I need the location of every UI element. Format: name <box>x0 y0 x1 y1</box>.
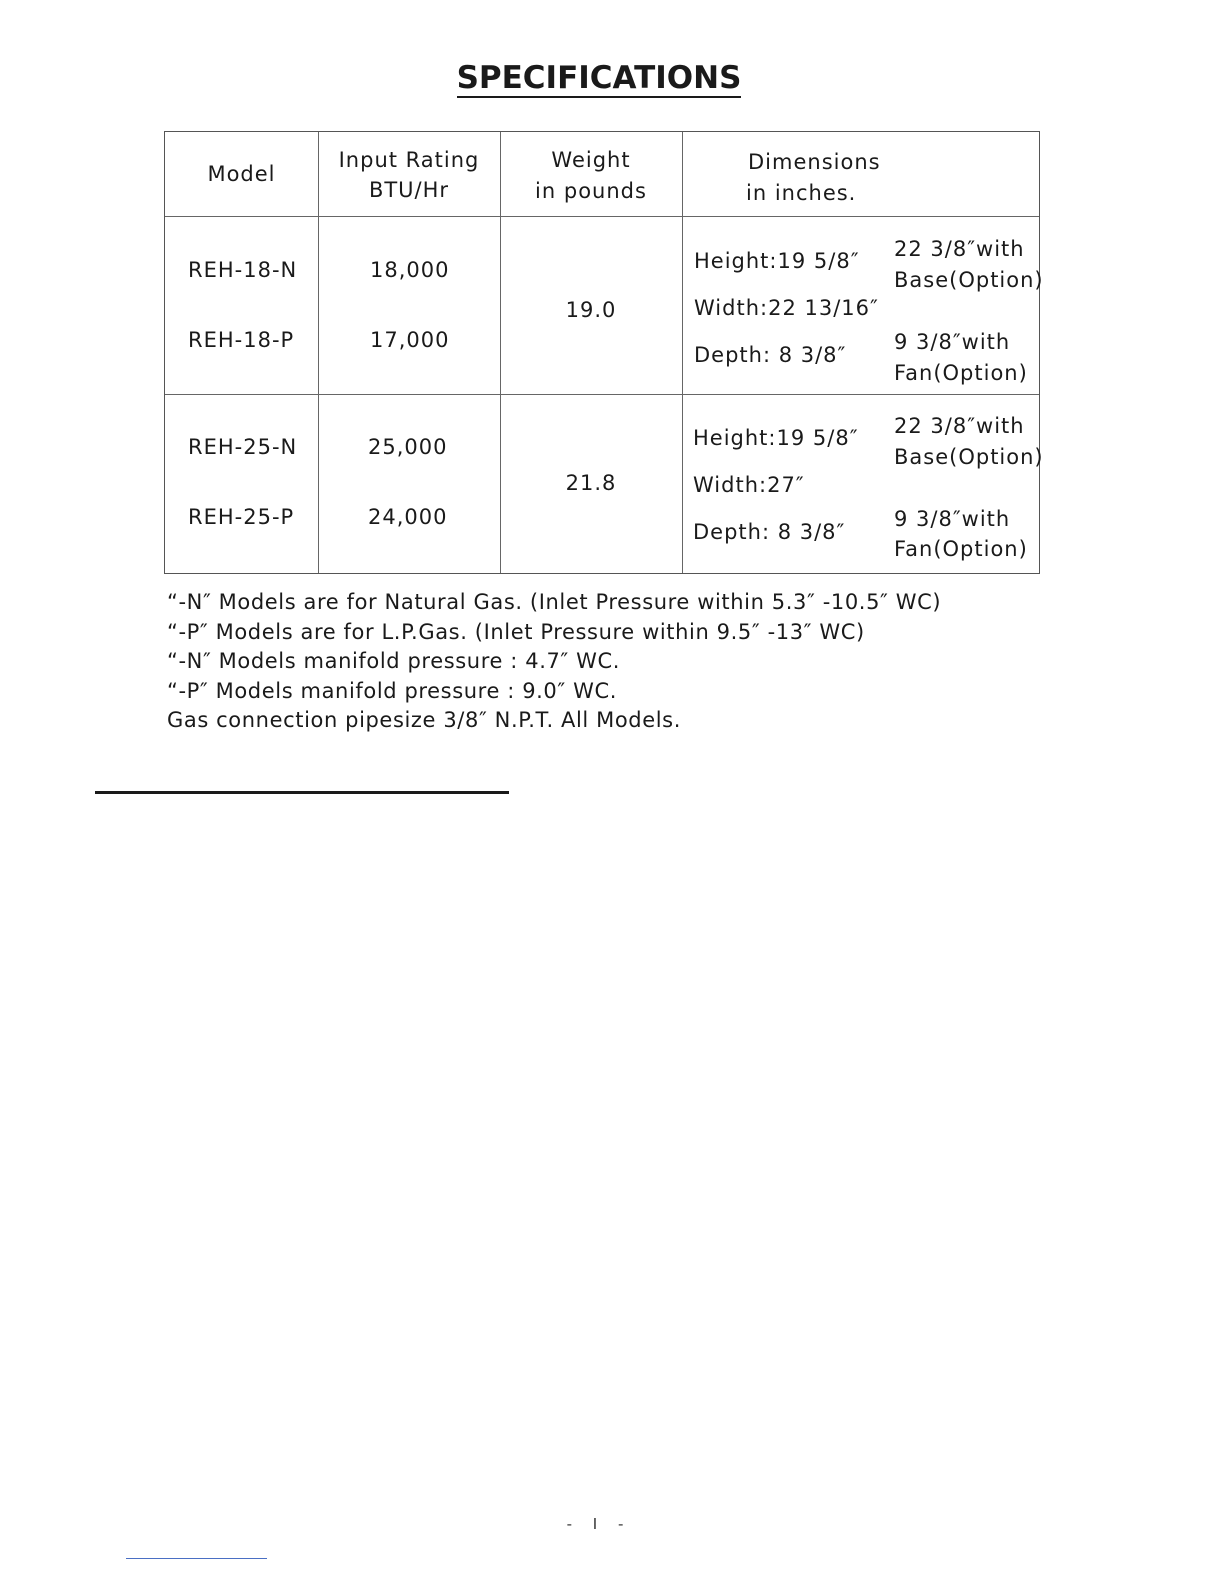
input-rating-cell: 24,000 <box>368 505 448 529</box>
height-cell: Height:19 5/8″ <box>694 249 860 273</box>
specification-notes <box>167 588 941 736</box>
model-cell: REH-25-P <box>188 505 295 529</box>
header-input-rating: Input Rating <box>338 148 480 172</box>
input-rating-cell: 17,000 <box>370 328 450 352</box>
page-title <box>0 60 1198 96</box>
fan-option-cell: 9 3/8″with <box>894 507 1011 531</box>
footer-divider <box>126 1558 267 1559</box>
header-input-rating-unit: BTU/Hr <box>368 178 450 202</box>
height-cell: Height:19 5/8″ <box>693 426 859 450</box>
model-cell: REH-18-N <box>188 258 298 282</box>
table-divider <box>165 216 1039 217</box>
depth-cell: Depth: 8 3/8″ <box>694 343 847 367</box>
base-option-label: Base(Option) <box>894 445 1044 469</box>
weight-cell: 19.0 <box>565 298 617 322</box>
width-cell: Width:27″ <box>693 473 805 497</box>
width-cell: Width:22 13/16″ <box>694 296 879 320</box>
table-divider <box>682 132 683 573</box>
base-option-label: Base(Option) <box>894 268 1044 292</box>
input-rating-cell: 18,000 <box>370 258 450 282</box>
section-divider <box>95 791 509 794</box>
note-line: “-N″ Models manifold pressure : 4.7″ WC. <box>167 649 621 673</box>
header-weight: Weight <box>551 148 631 172</box>
note-line: “-N″ Models are for Natural Gas. (Inlet Pressure within 5.3″ -10.5″ WC) <box>167 590 942 614</box>
base-option-cell: 22 3/8″with <box>894 237 1025 261</box>
note-line: “-P″ Models manifold pressure : 9.0″ WC. <box>167 678 618 703</box>
page-number: - I - <box>566 1515 632 1533</box>
header-model: Model <box>207 162 276 186</box>
base-option-cell: 22 3/8″with <box>894 414 1025 438</box>
fan-option-label: Fan(Option) <box>894 361 1028 385</box>
fan-option-cell: 9 3/8″with <box>894 330 1011 354</box>
header-dimensions-unit: in inches. <box>746 181 857 205</box>
depth-cell: Depth: 8 3/8″ <box>693 520 846 544</box>
model-cell: REH-25-N <box>188 435 298 459</box>
note-line: Gas connection pipesize 3/8″ N.P.T. All Models. <box>167 708 681 732</box>
fan-option-label: Fan(Option) <box>894 537 1028 561</box>
note-line: “-P″ Models are for L.P.Gas. (Inlet Pressure within 9.5″ -13″ WC) <box>167 619 865 644</box>
header-dimensions: Dimensions <box>748 150 881 174</box>
table-divider <box>165 394 1039 395</box>
input-rating-cell: 25,000 <box>368 435 448 459</box>
weight-cell: 21.8 <box>565 471 617 495</box>
page-title-text: SPECIFICATIONS <box>456 60 742 96</box>
specifications-table <box>164 131 1044 574</box>
model-cell: REH-18-P <box>188 328 295 352</box>
header-weight-unit: in pounds <box>535 179 647 203</box>
